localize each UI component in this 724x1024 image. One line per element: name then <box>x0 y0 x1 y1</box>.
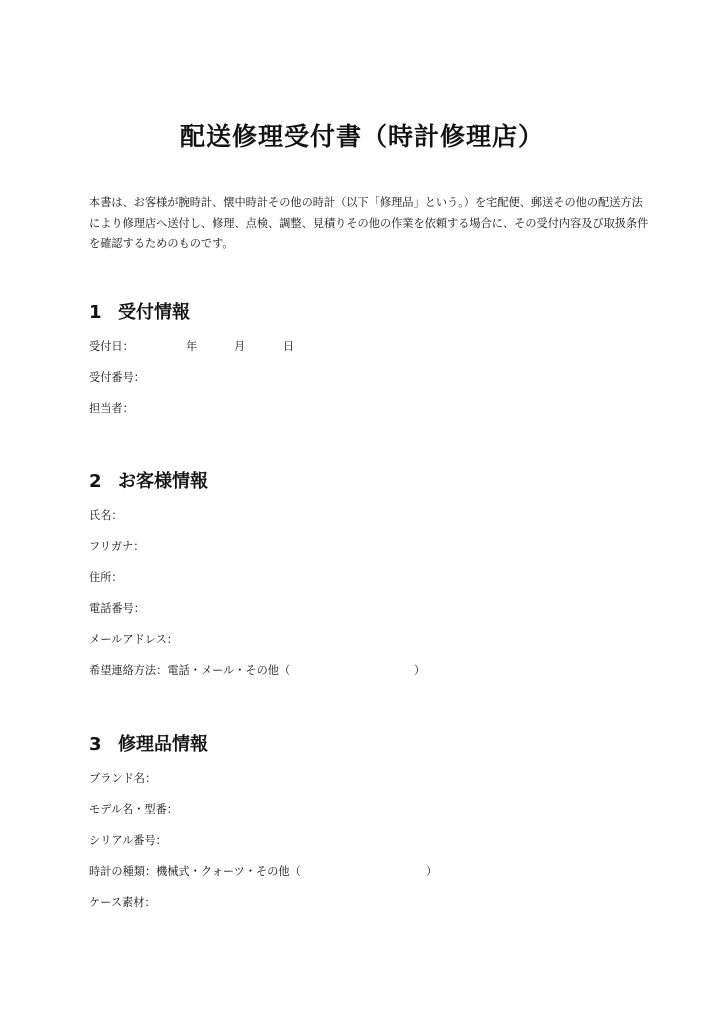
watch-type-close: ） <box>426 865 438 878</box>
month-label: 月 <box>234 340 246 353</box>
watch-type-label: 時計の種類：機械式・クォーツ・その他（ <box>89 865 301 878</box>
section-heading-customer <box>89 467 208 493</box>
intro-paragraph: 本書は、お客様が腕時計、懐中時計その他の時計（以下「修理品」という。）を宅配便、郵送その他の配送方法により修理店へ送付し、修理、点検、調整、見積りその他の作業を依頼する場合に、その受付内容及び取扱条件を確認するためのものです。 <box>89 196 649 250</box>
serial-label: シリアル番号： <box>89 834 167 847</box>
contact-method-close: ） <box>414 664 426 677</box>
reception-date-label: 受付日： <box>89 340 134 353</box>
brand-label: ブランド名： <box>89 772 157 785</box>
day-label: 日 <box>283 340 295 353</box>
section-number: 2 <box>89 471 102 492</box>
model-label: モデル名・型番： <box>89 803 178 816</box>
address-label: 住所： <box>89 571 123 584</box>
section-heading-item <box>89 730 208 756</box>
contact-method-label: 希望連絡方法：電話・メール・その他（ <box>89 664 291 677</box>
staff-label: 担当者： <box>89 402 134 415</box>
section-heading-reception <box>89 298 190 324</box>
email-label: メールアドレス： <box>89 633 178 646</box>
year-label: 年 <box>186 340 198 353</box>
case-material-label: ケース素材： <box>89 896 156 909</box>
section-title: 修理品情報 <box>118 734 208 755</box>
reception-number-label: 受付番号： <box>89 371 145 384</box>
section-number: 1 <box>89 302 102 323</box>
section-title: お客様情報 <box>118 471 208 492</box>
name-label: 氏名： <box>89 509 123 522</box>
phone-label: 電話番号： <box>89 602 145 615</box>
section-number: 3 <box>89 734 102 755</box>
furigana-label: フリガナ： <box>89 540 145 553</box>
document-title: 配送修理受付書（時計修理店） <box>179 122 544 151</box>
section-title: 受付情報 <box>118 302 190 323</box>
